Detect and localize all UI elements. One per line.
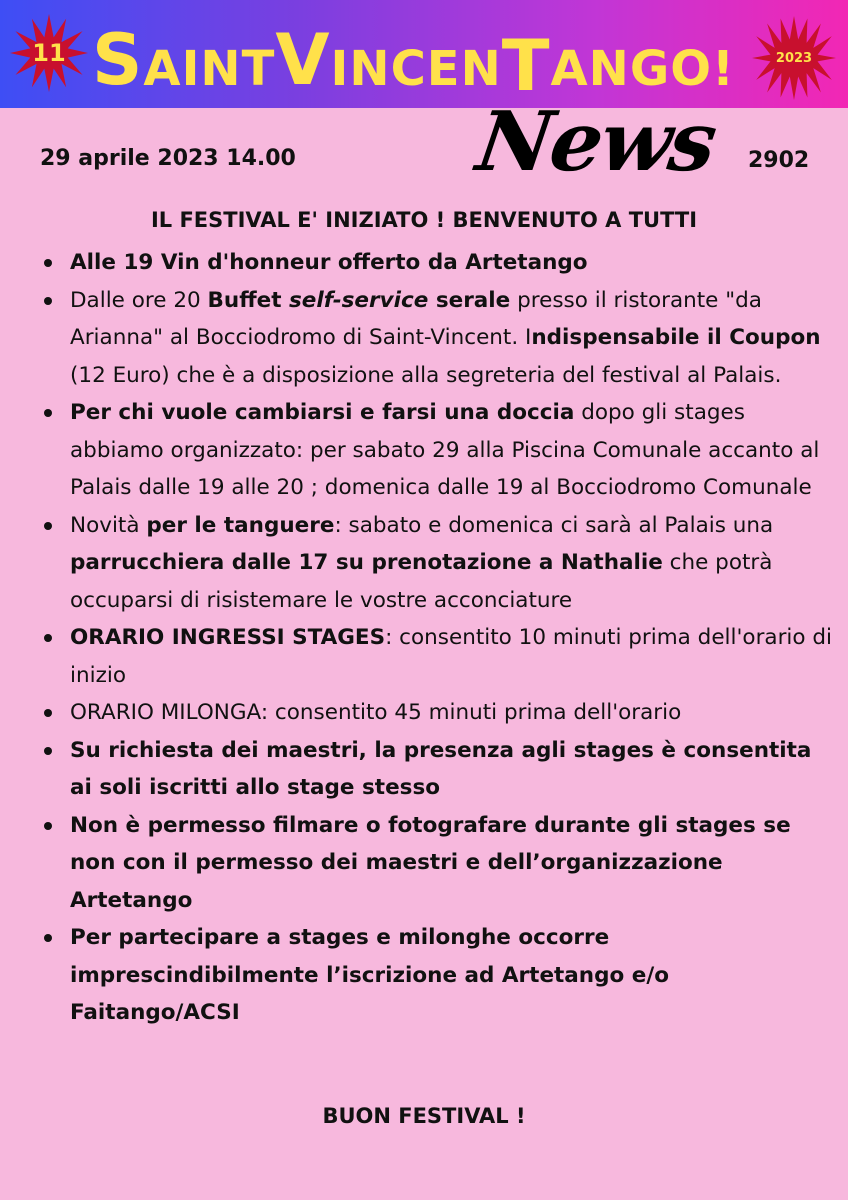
year-burst [752, 16, 836, 100]
item-bold-italic-text: self-service [288, 287, 429, 313]
item-text: dopo gli stages abbiamo organizzato: per sabato 29 alla Piscina Comunale accanto al Palais dalle 19 alle 20 ; domenica dalle 19 al Bocciodromo Comunale [70, 400, 820, 500]
title-letter-t: T [501, 25, 551, 107]
item-bold-text: Su richiesta dei maestri, la presenza agli stages è consentita ai soli iscritti allo stage stesso [70, 737, 812, 800]
news-label: News [471, 94, 721, 190]
title-part-aint: AINT [143, 41, 276, 97]
list-item [42, 282, 832, 395]
edition-number: 11 [32, 39, 66, 67]
announcement-list [42, 244, 832, 1032]
headline: IL FESTIVAL E' INIZIATO ! BENVENUTO A TUTTI [150, 208, 698, 232]
title-letter-v: V [275, 19, 331, 101]
title-part-ango: ANGO! [550, 41, 735, 97]
item-text: presso il ristorante "da Arianna" al Bocciodromo di Saint-Vincent. I [70, 287, 762, 350]
item-bold-text: Buffet [207, 287, 289, 313]
closing-message: BUON FESTIVAL ! [322, 1104, 526, 1128]
item-text: che potrà occuparsi di risistemare le vostre acconciature [70, 550, 773, 613]
title-part-incen: INCEN [330, 41, 502, 97]
list-item [42, 244, 832, 282]
item-bold-text: per le tanguere [146, 512, 335, 538]
list-item [42, 919, 832, 1032]
news-date: 29 aprile 2023 14.00 [40, 146, 296, 171]
title-letter-s: S [92, 19, 144, 101]
festival-title [92, 8, 752, 107]
item-text: Novità [70, 512, 147, 538]
item-text: Dalle ore 20 [70, 287, 208, 313]
item-bold-text: parrucchiera dalle 17 su prenotazione a Nathalie [70, 550, 663, 575]
list-item [42, 694, 832, 732]
item-bold-text: Alle 19 Vin d'honneur offerto da Artetango [70, 250, 588, 275]
issue-number: 2902 [748, 148, 810, 173]
list-item [42, 394, 832, 507]
item-bold-text: Per chi vuole cambiarsi e farsi una doccia [70, 400, 575, 425]
item-text: (12 Euro) che è a disposizione alla segreteria del festival al Palais. [70, 362, 782, 388]
list-item [42, 619, 832, 694]
list-item [42, 732, 832, 807]
list-item [42, 807, 832, 920]
edition-burst [10, 14, 88, 92]
year-label: 2023 [775, 50, 813, 66]
item-bold-text: ndispensabile il Coupon [531, 325, 821, 350]
item-bold-text: Per partecipare a stages e milonghe occorre imprescindibilmente l’iscrizione ad Artetango e/o Faitango/ACSI [70, 925, 669, 1025]
item-bold-text: serale [428, 287, 511, 313]
item-text: : sabato e domenica ci sarà al Palais una [334, 512, 774, 538]
item-bold-text: ORARIO INGRESSI STAGES [70, 625, 386, 650]
item-text: : consentito 10 minuti prima dell'orario di inizio [70, 625, 833, 688]
header-banner [0, 0, 848, 108]
list-item [42, 507, 832, 620]
item-text: ORARIO MILONGA: consentito 45 minuti prima dell'orario [70, 700, 682, 725]
item-bold-text: Non è permesso filmare o fotografare durante gli stages se non con il permesso dei maestri e dell’organizzazione Artetango [70, 812, 791, 913]
